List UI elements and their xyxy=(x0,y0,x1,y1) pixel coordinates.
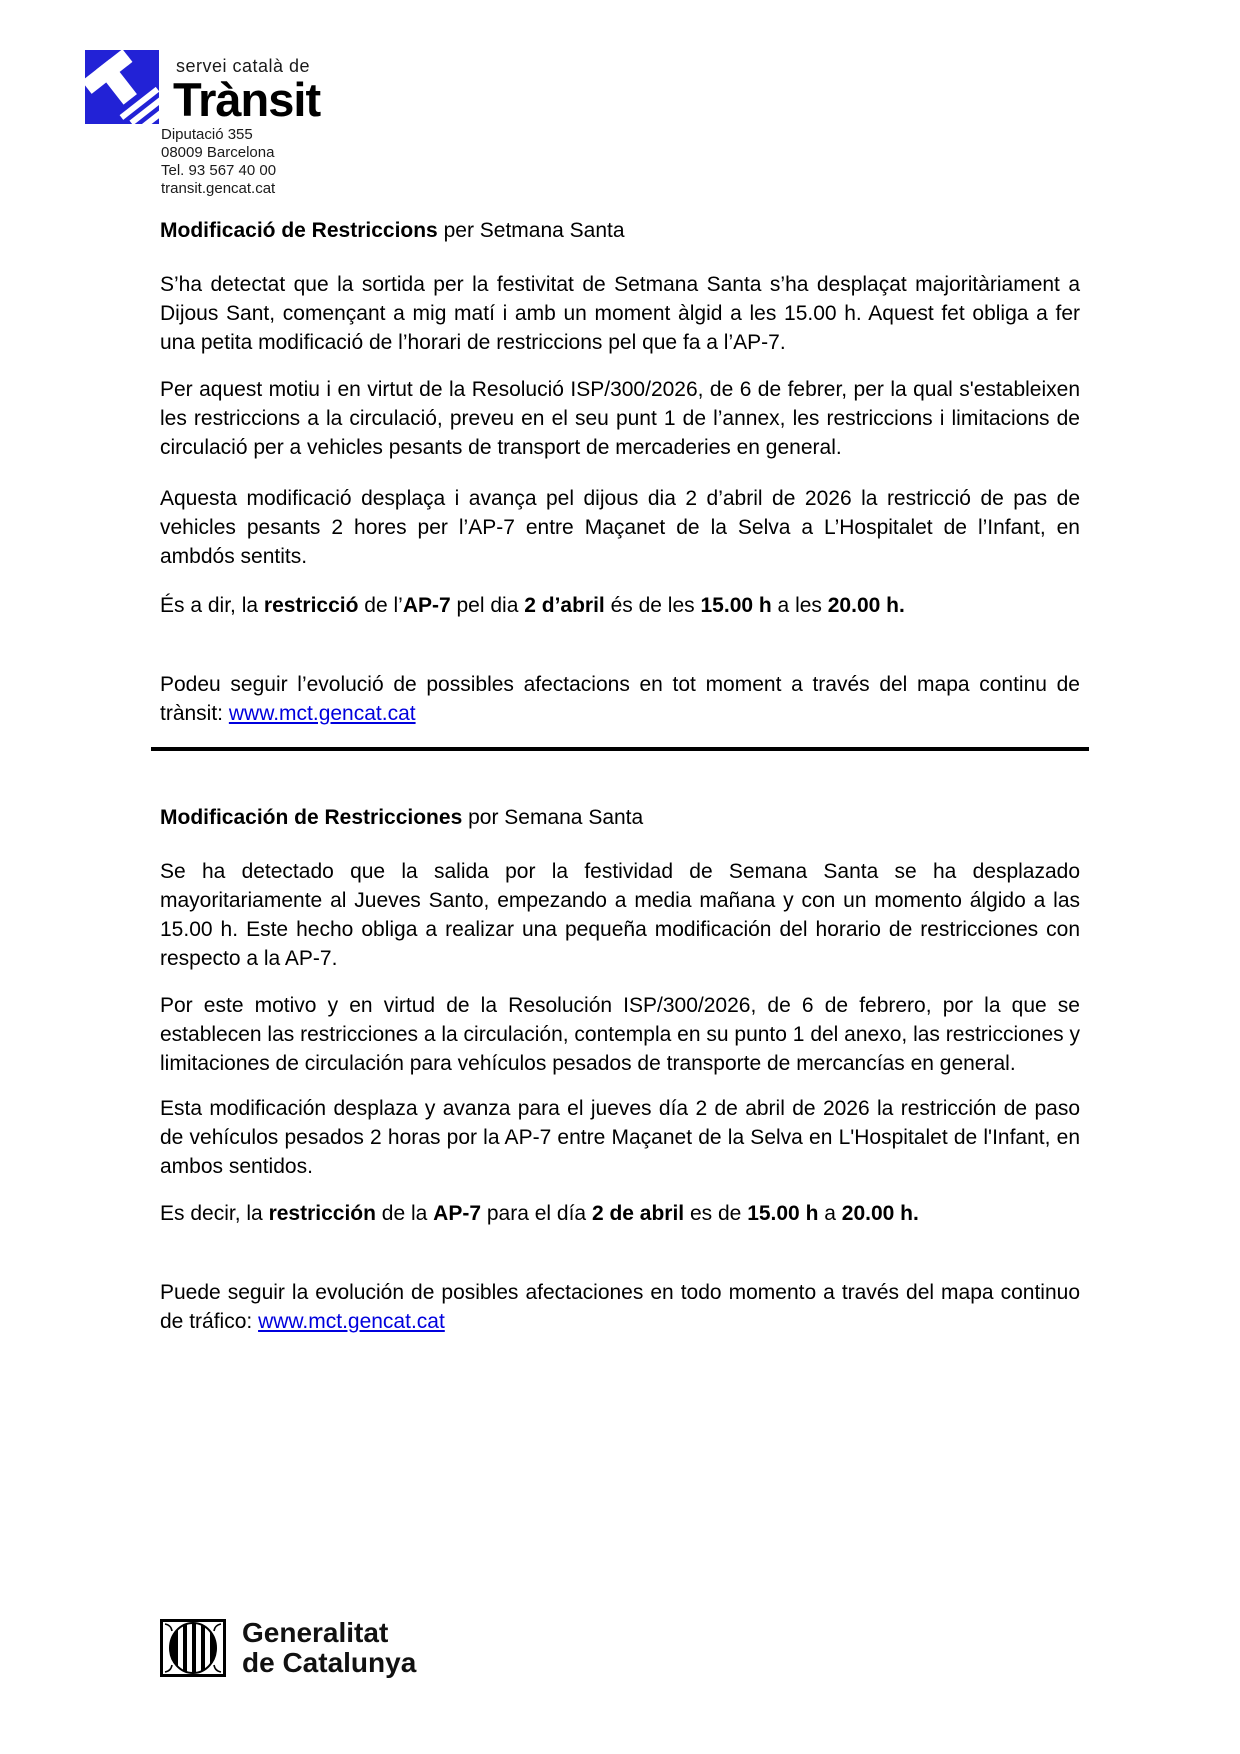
es-key-seg-8: a xyxy=(818,1202,842,1225)
ca-key-seg-7: 15.00 h xyxy=(700,594,772,617)
es-key-line xyxy=(160,1199,1080,1228)
ca-paragraph-3: Aquesta modificació desplaça i avança pel dijous dia 2 d’abril de 2026 la restricció de pas de vehicles pesants 2 hores per l’AP-7 entre Maçanet de la Selva a L’Hospitalet de l’Infant, en ambdós sentits. xyxy=(160,487,1080,568)
footer-brand xyxy=(160,1618,416,1678)
letterhead xyxy=(0,0,1240,218)
ca-section-heading xyxy=(160,218,1080,244)
es-follow-paragraph xyxy=(160,1278,1080,1336)
logo-brand: Trànsit xyxy=(173,73,321,126)
ca-key-seg-9: 20.00 h. xyxy=(827,594,905,617)
generalitat-emblem-icon xyxy=(160,1619,226,1677)
es-mct-link[interactable]: www.mct.gencat.cat xyxy=(258,1310,445,1333)
transit-logo-icon xyxy=(85,49,159,125)
document-body xyxy=(0,218,1240,1336)
ca-key-seg-0: És a dir, la xyxy=(160,594,264,617)
es-paragraph-1: Se ha detectado que la salida por la festividad de Semana Santa se ha desplazado mayoritariamente al Jueves Santo, empezando a media mañana y con un momento álgido a las 15.00 h. Este hecho obliga a realizar una pequeña modificación del horario de restricciones con respecto a la AP-7. xyxy=(160,860,1080,970)
es-key-seg-2: de la xyxy=(375,1202,434,1225)
ca-paragraph-2: Per aquest motiu i en virtut de la Resolució ISP/300/2026, de 6 de febrer, per la qual s'estableixen les restriccions a la circulació, preveu en el seu punt 1 de l’annex, les restriccions i limitacions de circulació per a vehicles pesants de transport de mercaderies en general. xyxy=(160,378,1080,459)
es-paragraph-2: Por este motivo y en virtud de la Resolución ISP/300/2026, de 6 de febrero, por la que se establecen las restricciones a la circulación, contempla en su punto 1 del anexo, las restricciones y limitaciones de circulación para vehículos pesados de transporte de mercancías en general. xyxy=(160,994,1080,1075)
es-section-heading xyxy=(160,805,1080,831)
ca-heading-bold: Modificació de Restriccions xyxy=(160,219,438,242)
logo-tagline: servei català de xyxy=(176,56,311,76)
ca-heading-rest: per Setmana Santa xyxy=(437,219,625,242)
es-key-seg-6: es de xyxy=(684,1202,748,1225)
generalitat-line1: Generalitat xyxy=(242,1617,389,1648)
address-street: Diputació 355 xyxy=(161,126,253,143)
generalitat-line2: de Catalunya xyxy=(242,1647,417,1678)
es-heading-rest: por Semana Santa xyxy=(462,806,644,829)
ca-key-seg-8: a les xyxy=(771,594,828,617)
address-web: transit.gencat.cat xyxy=(161,180,276,197)
es-key-seg-1: restricción xyxy=(268,1202,376,1225)
address-phone: Tel. 93 567 40 00 xyxy=(161,162,277,179)
generalitat-wordmark xyxy=(242,1618,416,1678)
es-key-seg-9: 20.00 h. xyxy=(841,1202,919,1225)
ca-paragraph-1: S’ha detectat que la sortida per la festivitat de Setmana Santa s’ha desplaçat majoritàriament a Dijous Sant, començant a mig matí i amb un moment àlgid a les 15.00 h. Aquest fet obliga a fer una petita modificació de l’horari de restriccions pel que fa a l’AP-7. xyxy=(160,273,1080,354)
ca-key-seg-5: 2 d’abril xyxy=(524,594,605,617)
es-heading-bold: Modificación de Restricciones xyxy=(160,806,463,829)
es-key-seg-5: 2 de abril xyxy=(591,1202,685,1225)
ca-key-seg-3: AP-7 xyxy=(402,594,451,617)
address-city: 08009 Barcelona xyxy=(161,144,275,161)
ca-key-seg-6: és de les xyxy=(604,594,701,617)
es-follow-text: Puede seguir la evolución de posibles afectaciones en todo momento a través del mapa continuo de tráfico: xyxy=(160,1281,1080,1333)
ca-key-line xyxy=(160,591,1080,620)
es-key-seg-7: 15.00 h xyxy=(747,1202,819,1225)
es-key-seg-0: Es decir, la xyxy=(160,1202,269,1225)
address-block xyxy=(161,126,276,198)
es-paragraph-3: Esta modificación desplaza y avanza para el jueves día 2 de abril de 2026 la restricción de paso de vehículos pesados 2 horas por la AP-7 entre Maçanet de la Selva en L'Hospitalet de l'Infant, en ambos sentidos. xyxy=(160,1097,1080,1178)
ca-key-seg-1: restricció xyxy=(263,594,359,617)
ca-key-seg-4: pel dia xyxy=(450,594,525,617)
ca-key-seg-2: de l’ xyxy=(358,594,403,617)
section-divider xyxy=(151,747,1089,751)
ca-mct-link[interactable]: www.mct.gencat.cat xyxy=(228,702,416,725)
es-key-seg-3: AP-7 xyxy=(433,1202,482,1225)
ca-follow-paragraph xyxy=(160,670,1080,728)
ca-follow-text: Podeu seguir l’evolució de possibles afectacions en tot moment a través del mapa continu de trànsit: xyxy=(160,673,1080,725)
es-key-seg-4: para el día xyxy=(481,1202,592,1225)
